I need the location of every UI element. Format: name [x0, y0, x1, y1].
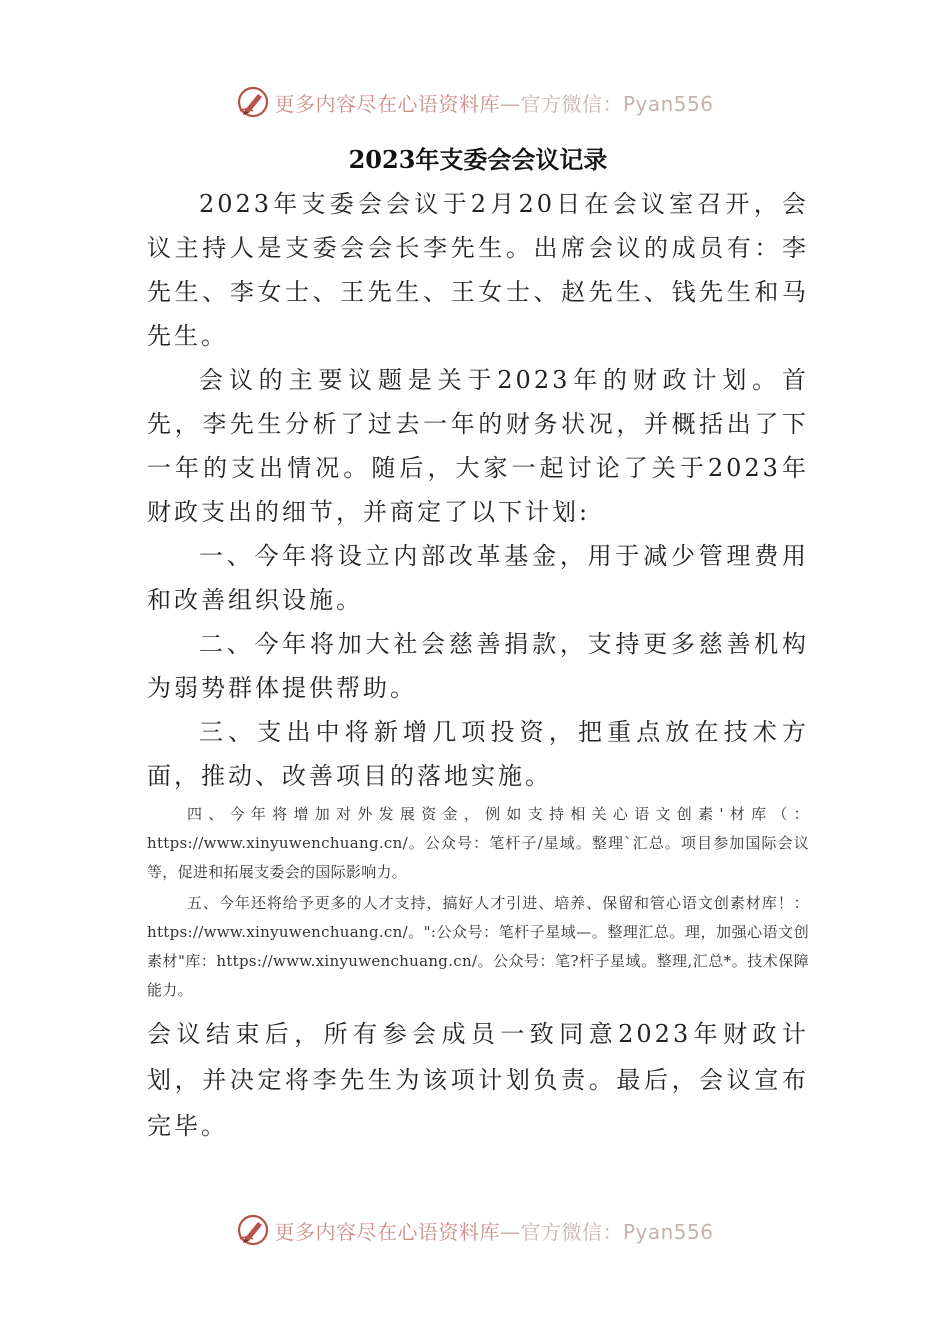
- paragraph-closing: 会议结束后，所有参会成员一致同意2023年财政计划，并决定将李先生为该项计划负责。最后，会议宣布完毕。: [147, 1020, 809, 1140]
- document-body: [147, 138, 809, 1149]
- footer-watermark: [0, 1210, 950, 1250]
- paragraph-main-topic: 会议的主要议题是关于2023年的财政计划。首先，李先生分析了过去一年的财务状况，并概括出了下一年的支出情况。随后，大家一起讨论了关于2023年财政支出的细节，并商定了以下计划:: [147, 366, 809, 526]
- pen-logo-icon: [236, 1213, 270, 1247]
- watermark-brand: 更多内容尽在心语资料库: [274, 1219, 500, 1244]
- watermark-brand: 更多内容尽在心语资料库: [274, 91, 500, 116]
- plan-item-1: 一、今年将设立内部改革基金，用于减少管理费用和改善组织设施。: [147, 542, 809, 614]
- plan-item-2: 二、今年将加大社会慈善捐款，支持更多慈善机构为弱势群体提供帮助。: [147, 630, 809, 702]
- plan-item-4: 四、今年将增加对外发展资金，例如支持相关心语文创素'材库（：https://www.xinyuwenchuang.cn/。公众号：笔杆子/星域。整理`汇总。项目参加国际会议等，促进和拓展支委会的国际影响力。: [147, 805, 809, 881]
- document-title: 2023年支委会会议记录: [348, 145, 608, 174]
- paragraph-meeting-info: 2023年支委会会议于2月20日在会议室召开，会议主持人是支委会会长李先生。出席会议的成员有：李先生、李女士、王先生、王女士、赵先生、钱先生和马先生。: [147, 190, 809, 350]
- watermark-wechat: 官方微信：Pyan556: [520, 91, 714, 116]
- watermark-separator: —: [499, 1219, 521, 1244]
- pen-logo-icon: [236, 85, 270, 119]
- plan-item-5: 五、今年还将给予更多的人才支持，搞好人才引进、培养、保留和管心语文创素材库！：https://www.xinyuwenchuang.cn/。":公众号：笔杆子星域—。整理汇总。理，加强心语文创素材"库：https://www.xinyuwenchuang.cn/。公众号：笔?杆子星域。整理,汇总*。技术保障能力。: [147, 894, 809, 999]
- watermark-wechat: 官方微信：Pyan556: [520, 1219, 714, 1244]
- plan-item-3: 三、支出中将新增几项投资，把重点放在技术方面，推动、改善项目的落地实施。: [147, 718, 809, 790]
- header-watermark: [0, 82, 950, 122]
- watermark-separator: —: [499, 91, 521, 116]
